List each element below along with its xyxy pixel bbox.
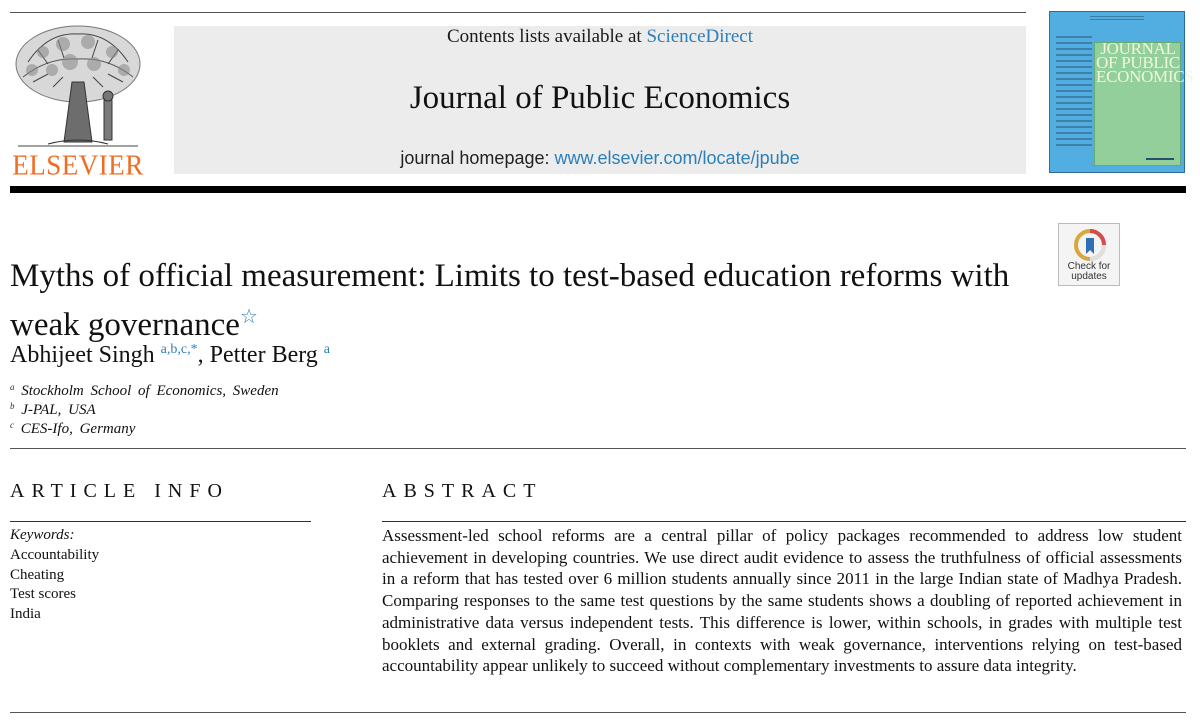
- homepage-prefix: journal homepage:: [400, 148, 550, 168]
- affiliation-mark: b: [10, 401, 15, 411]
- section-divider: [10, 448, 1186, 449]
- abstract-heading: ABSTRACT: [382, 480, 543, 502]
- keywords-label: Keywords:: [10, 527, 75, 543]
- article-title-text: Myths of official measurement: Limits to test-based education reforms with weak governance: [10, 258, 1010, 343]
- abstract-text: Assessment-led school reforms are a central pillar of policy packages recommended to address low student achievement in developing countries. We use direct audit evidence to assess the truthfulness of official assessments in a reform that has tested over 6 million students annually since 2011 in the large Indian state of Madhya Pradesh. Comparing responses to the same test questions by the same students shows a doubling of reported achievement in administrative data versus independent tests. This difference is lower, within schools, in grades with multiple test booklets and external grading. Overall, in contexts with weak governance, interventions relying on test-based accountability appear unlikely to succeed without complementary investments to assure data integrity.: [382, 526, 1182, 676]
- keyword-item[interactable]: Accountability: [10, 547, 100, 563]
- journal-banner: [174, 26, 1026, 174]
- abstract-rule: [382, 521, 1186, 522]
- contents-line: [174, 26, 1026, 48]
- check-for-updates-button[interactable]: [1058, 223, 1120, 286]
- affiliation-mark: c: [10, 420, 14, 430]
- keywords-list: [10, 546, 99, 624]
- affiliation-text: Stockholm School of Economics, Sweden: [21, 383, 279, 399]
- affiliation: [10, 382, 279, 400]
- author-affiliation-marks[interactable]: a,b,c,*: [160, 342, 198, 357]
- keyword-item[interactable]: Cheating: [10, 566, 65, 583]
- article-info-rule: [10, 521, 311, 522]
- article-info-heading: ARTICLE INFO: [10, 480, 229, 502]
- elsevier-tree-icon: [8, 22, 148, 150]
- author-list: [10, 342, 330, 369]
- sciencedirect-link[interactable]: ScienceDirect: [646, 26, 754, 47]
- article-title: [10, 256, 1040, 346]
- cover-top-band: [1050, 14, 1184, 22]
- elsevier-logo[interactable]: [8, 22, 148, 181]
- journal-title[interactable]: Journal of Public Economics: [409, 80, 791, 116]
- author-name[interactable]: Abhijeet Singh: [10, 342, 155, 368]
- check-updates-icon: [1073, 228, 1107, 262]
- keyword-item[interactable]: India: [10, 605, 41, 622]
- title-footnote-star[interactable]: ☆: [239, 306, 258, 328]
- affiliation-mark: a: [10, 382, 15, 392]
- journal-cover-thumbnail[interactable]: [1049, 11, 1194, 173]
- elsevier-wordmark: ELSEVIER: [12, 149, 144, 181]
- cover-publisher-mark: [1146, 158, 1174, 160]
- affiliation-text: J-PAL, USA: [21, 402, 96, 418]
- affiliation: [10, 401, 96, 419]
- cover-title: JOURNAL OF PUBLIC ECONOMICS: [1096, 39, 1194, 86]
- author-name[interactable]: Petter Berg: [209, 342, 318, 368]
- cover-contents-lines: [1056, 32, 1092, 152]
- keyword-item[interactable]: Test scores: [10, 586, 77, 602]
- homepage-line: [174, 148, 1026, 169]
- bottom-rule: [10, 712, 1186, 713]
- homepage-link[interactable]: www.elsevier.com/locate/jpube: [554, 148, 800, 168]
- check-updates-label: Check for updates: [1067, 261, 1111, 282]
- affiliation: [10, 420, 135, 438]
- author-separator: ,: [197, 342, 210, 368]
- author-affiliation-marks[interactable]: a: [323, 342, 331, 357]
- affiliation-text: CES-Ifo, Germany: [20, 421, 136, 437]
- top-rule: [10, 12, 1026, 13]
- contents-prefix: Contents lists available at: [446, 26, 642, 47]
- header-thick-rule: [10, 186, 1186, 193]
